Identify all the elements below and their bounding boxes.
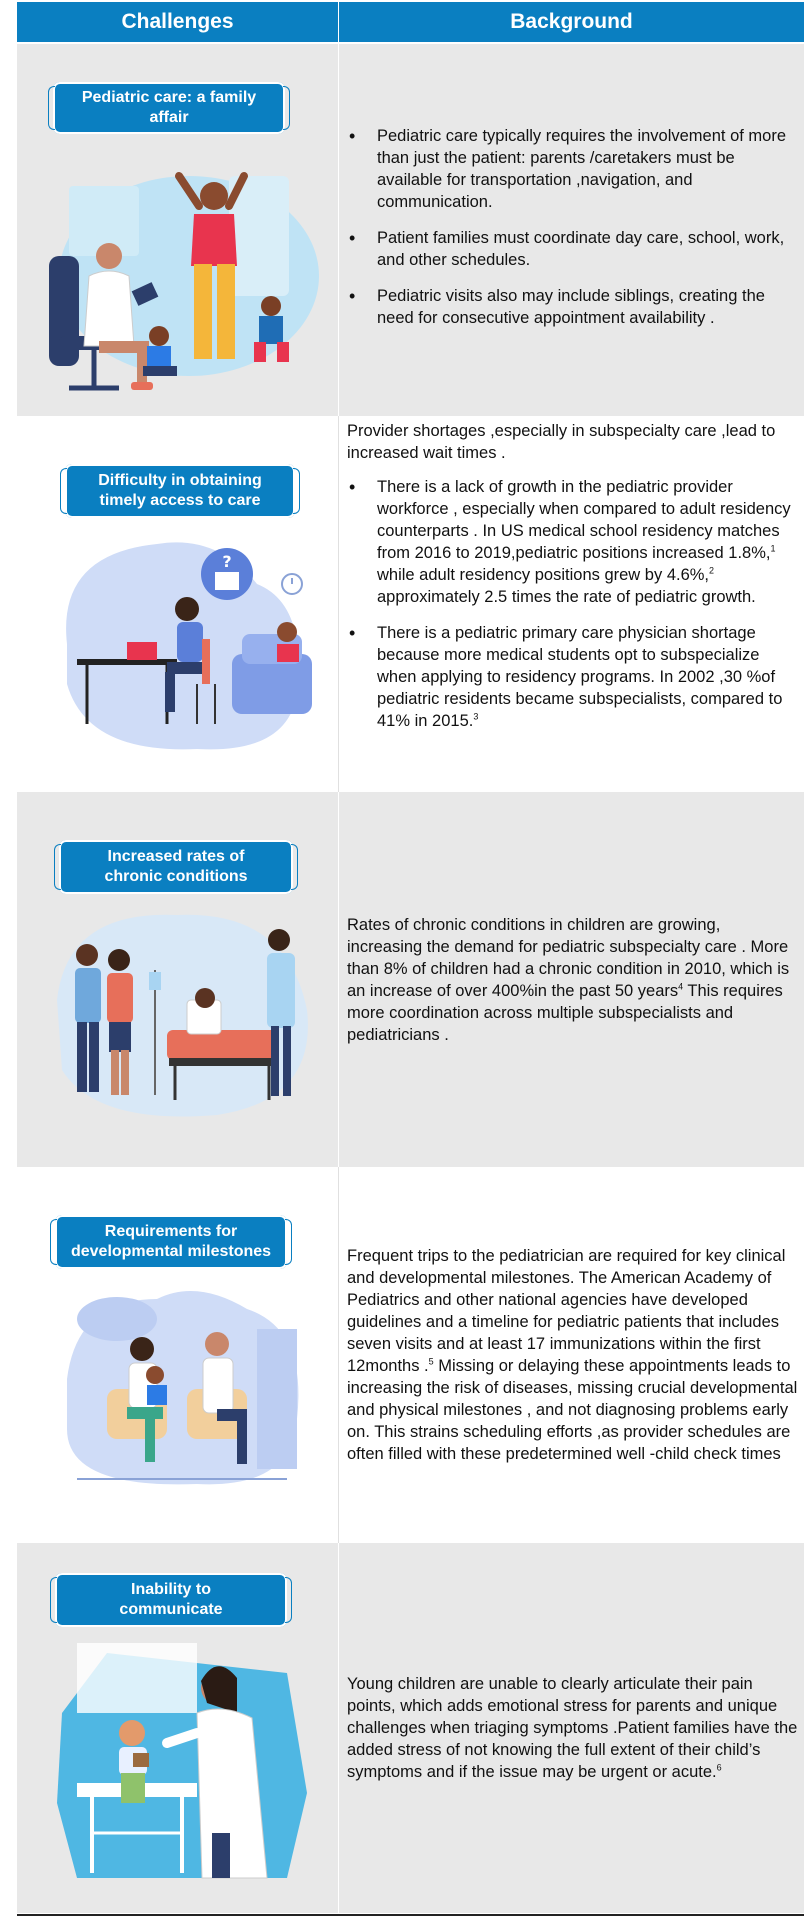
challenge-cell <box>17 1167 338 1543</box>
challenge-cell <box>17 416 338 792</box>
bullet-item: • Pediatric visits also may include siblings, creating the need for consecutive appointment availability . <box>347 285 799 329</box>
challenge-cell <box>17 792 338 1167</box>
row-inability-communicate <box>17 1543 804 1913</box>
bullet-item: • Patient families must coordinate day care, school, work, and other schedules. <box>347 227 799 271</box>
background-cell <box>347 792 799 1167</box>
body-text: Frequent trips to the pediatrician are required for key clinical and developmental milestones. The American Academy of Pediatrics and other national agencies have developed guidelines and a timeline for pediatric patients that includes seven visits and at least 17 immunizations within the first 12months .$^5$ Missing or delaying these appointments leads to increasing the risk of diseases, missing crucial developmental and physical milestones , and not diagnosing problems early on. This strains scheduling efforts ,as provider schedules are often filled with these predetermined well -child check times <box>347 1247 798 1463</box>
body-text: Rates of chronic conditions in children are growing, increasing the demand for pediatric subspecialty care . More than 8% of children had a chronic condition in 2010, which is an increase of over 400%in the past 50 years$^4$ This requires more coordination across multiple subspecialists and pediatricians . <box>347 915 790 1044</box>
background-cell <box>347 1543 799 1913</box>
bullet-item: • Pediatric care typically requires the involvement of more than just the patient: parents /caretakers must be available for transportation ,navigation, and communication. <box>347 125 799 213</box>
bullet-item: • There is a lack of growth in the pediatric provider workforce , especially when compared to adult residency counterparts . In US medical school residency matches from 2016 to 2019,pediatric positions increased 1.8%,$^1$ while adult residency positions grew by 4.6%,$^2$ approximately 2.5 times the rate of pediatric growth. <box>347 476 799 608</box>
table-bottom-border <box>17 1914 804 1916</box>
challenge-badge: Inability to communicate <box>55 1573 287 1627</box>
challenge-badge: Requirements for developmental milestones <box>55 1215 287 1269</box>
svg-text:?: ? <box>222 552 232 571</box>
challenges-table <box>17 0 804 1920</box>
background-cell <box>347 44 799 420</box>
header-background: Background <box>339 2 804 42</box>
bullet-list <box>347 125 799 343</box>
challenge-badge: Pediatric care: a family affair <box>53 82 285 134</box>
bullet-list <box>347 476 799 746</box>
header-challenges: Challenges <box>17 2 338 42</box>
hospital-bed-illustration <box>37 900 327 1130</box>
row-chronic-conditions <box>17 792 804 1167</box>
challenge-cell <box>17 44 338 416</box>
checkup-illustration <box>47 1279 317 1494</box>
row-timely-access <box>17 416 804 792</box>
waiting-illustration <box>47 524 327 759</box>
family-doctor-illustration <box>39 136 329 406</box>
challenge-badge: Increased rates of chronic conditions <box>59 840 293 894</box>
body-text: Young children are unable to clearly articulate their pain points, which adds emotional stress for parents and unique challenges when triaging symptoms .Patient families have the added stress of not knowing the full extent of their child’s symptoms and if the issue may be urgent or acute.$^6$ <box>347 1675 798 1781</box>
intro-text: Provider shortages ,especially in subspecialty care ,lead to increased wait times . <box>347 422 776 462</box>
row-family-affair <box>17 44 804 416</box>
challenge-cell <box>17 1543 338 1913</box>
doctor-child-illustration <box>37 1633 322 1888</box>
row-developmental-milestones <box>17 1167 804 1543</box>
background-cell <box>347 1167 799 1543</box>
challenge-badge: Difficulty in obtaining timely access to care <box>65 464 295 518</box>
background-cell <box>347 416 799 796</box>
bullet-item: • There is a pediatric primary care physician shortage because more medical students opt to subspecialize when applying to residency programs. In 2002 ,30 %of pediatric residents became subspecialists, compared to 41% in 2015.$^3$ <box>347 622 799 732</box>
